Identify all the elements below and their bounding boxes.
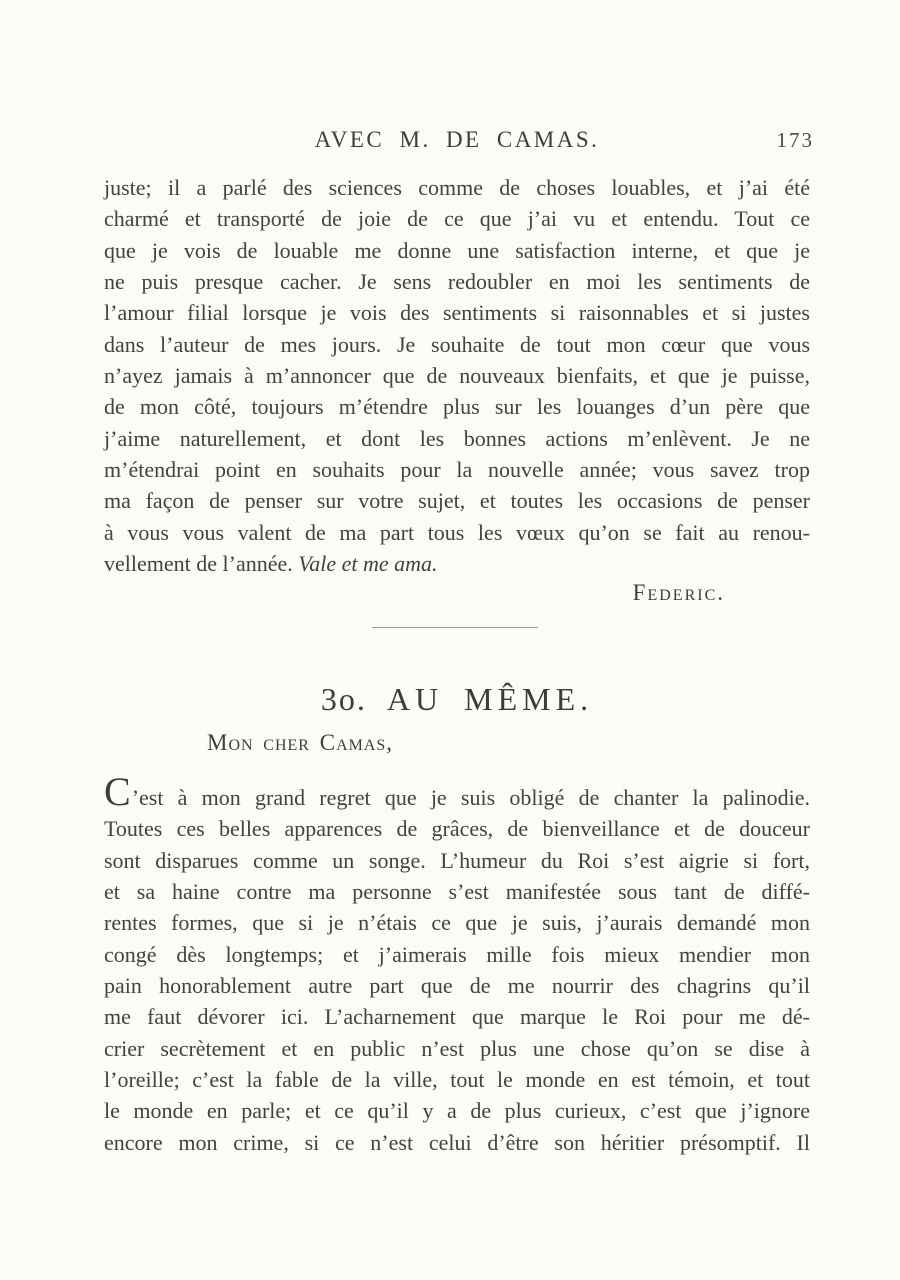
drop-cap-initial: C (104, 769, 131, 814)
letter-number: 3o. (320, 681, 367, 717)
text-line: n’ayez jamais à m’annoncer que de nouveaux bienfaits, et que je puisse, (104, 363, 810, 389)
letter-29-closing-line (104, 548, 810, 579)
text-line: rentes formes, que si je n’étais ce que je suis, j’aurais demandé mon (104, 910, 810, 936)
letter-title: AU MÊME. (386, 681, 594, 717)
letter-30-heading (104, 682, 810, 716)
text-line: charmé et transporté de joie de ce que j’ai vu et entendu. Tout ce (104, 206, 810, 232)
closing-latin-phrase: Vale et me ama. (298, 551, 438, 577)
text-line: ma façon de penser sur votre sujet, et toutes les occasions de penser (104, 488, 810, 514)
text-line: Toutes ces belles apparences de grâces, de bienveillance et de douceur (104, 816, 810, 842)
letter-29-signature: Federic. (632, 580, 725, 605)
closing-plain-text: vellement de l’année. (104, 551, 299, 577)
letter-30-opening-line (104, 769, 810, 814)
opening-line-text: ’est à mon grand regret que je suis obligé de chanter la palinodie. (131, 785, 810, 810)
text-line: crier secrètement et en public n’est plus une chose qu’on se dise à (104, 1035, 810, 1061)
text-line: congé dès longtemps; et j’aimerais mille fois mieux mendier mon (104, 941, 810, 967)
text-line: sont disparues comme un songe. L’humeur du Roi s’est aigrie si fort, (104, 847, 810, 873)
letter-29-body (104, 172, 810, 579)
text-line: et sa haine contre ma personne s’est manifestée sous tant de diffé- (104, 879, 810, 905)
letter-30-body (104, 769, 810, 1158)
section-divider (372, 627, 538, 628)
text-line: à vous vous valent de ma part tous les vœux qu’on se fait au renou- (104, 519, 810, 545)
text-line: encore mon crime, si ce n’est celui d’être son héritier présomptif. Il (104, 1129, 810, 1155)
text-line: de mon côté, toujours m’étendre plus sur les louanges d’un père que (104, 394, 810, 420)
text-line: j’aime naturellement, et dont les bonnes actions m’enlèvent. Je ne (104, 425, 810, 451)
text-line: dans l’auteur de mes jours. Je souhaite de tout mon cœur que vous (104, 331, 810, 357)
text-line: le monde en parle; et ce qu’il y a de plus curieux, c’est que j’ignore (104, 1098, 810, 1124)
text-line: ne puis presque cacher. Je sens redoubler en moi les sentiments de (104, 269, 810, 295)
text-line: que je vois de louable me donne une satisfaction interne, et que je (104, 237, 810, 263)
text-line: pain honorablement autre part que de me nourrir des chagrins qu’il (104, 973, 810, 999)
letter-30-salutation: Mon cher Camas, (207, 730, 394, 755)
text-line: l’amour filial lorsque je vois des sentiments si raisonnables et si justes (104, 300, 810, 326)
running-title: AVEC M. DE CAMAS. (314, 127, 600, 152)
text-line: l’oreille; c’est la fable de la ville, tout le monde en est témoin, et tout (104, 1067, 810, 1093)
text-block (104, 0, 810, 1280)
text-line: juste; il a parlé des sciences comme de choses louables, et j’ai été (104, 175, 810, 200)
text-line: me faut dévorer ici. L’acharnement que marque le Roi pour me dé- (104, 1004, 810, 1030)
page-number: 173 (776, 128, 814, 152)
text-line: m’étendrai point en souhaits pour la nouvelle année; vous savez trop (104, 457, 810, 483)
